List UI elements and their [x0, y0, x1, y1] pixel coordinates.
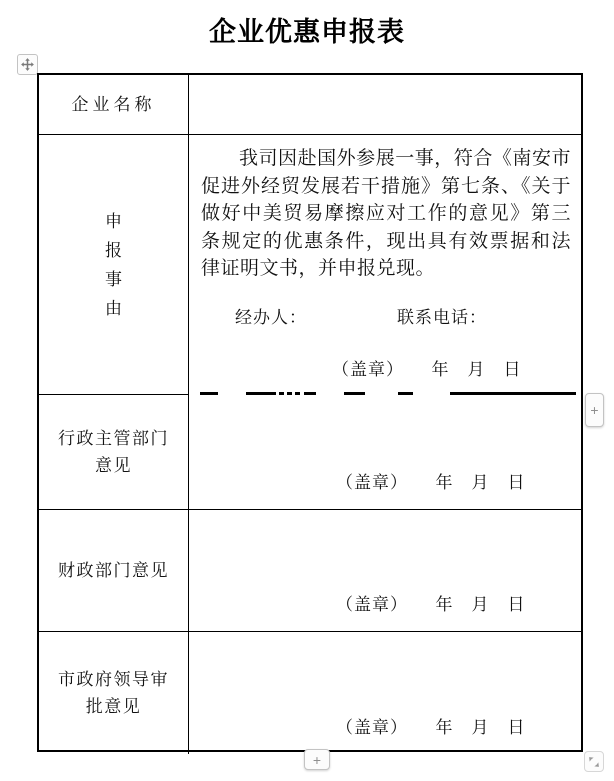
- move-icon: [20, 57, 35, 72]
- finance-opinion-label: 财政部门意见: [58, 561, 169, 580]
- table-resize-handle[interactable]: [584, 751, 604, 772]
- reason-paragraph: 我司因赴国外参展一事，符合《南安市促进外经贸发展若干措施》第七条、《关于做好中美贸易摩擦应对工作的意见》第三条规定的优惠条件，现出具有效票据和法律证明文书，并申报兑现。: [201, 148, 571, 279]
- company-name-label-cell[interactable]: [39, 75, 189, 135]
- company-name-value-cell[interactable]: [189, 75, 581, 135]
- admin-opinion-label-cell[interactable]: [39, 395, 189, 510]
- finance-opinion-label-cell[interactable]: [39, 510, 189, 632]
- insert-handle-bottom[interactable]: [304, 749, 330, 770]
- gov-opinion-value-cell[interactable]: [189, 632, 581, 754]
- reason-content-cell[interactable]: [189, 135, 581, 395]
- table-move-handle[interactable]: [17, 54, 38, 75]
- form-title[interactable]: 企业优惠申报表: [209, 17, 405, 47]
- declaration-table: [37, 73, 583, 752]
- finance-opinion-value-cell[interactable]: [189, 510, 581, 632]
- gov-stamp-line: （盖章） 年 月 日: [336, 718, 526, 737]
- reason-stamp-line: （盖章） 年 月 日: [332, 359, 522, 379]
- admin-stamp-line: （盖章） 年 月 日: [336, 473, 526, 492]
- reason-label: 申报事由: [105, 211, 122, 318]
- resize-diagonal-icon: [587, 755, 601, 769]
- plus-icon: +: [590, 402, 599, 418]
- reason-label-cell[interactable]: [39, 135, 189, 395]
- plus-icon: +: [312, 751, 322, 768]
- phone-label: 联系电话：: [397, 307, 487, 327]
- finance-stamp-line: （盖章） 年 月 日: [336, 595, 526, 614]
- operator-line: [201, 303, 571, 328]
- operator-label: 经办人：: [235, 307, 307, 327]
- admin-opinion-label: 行政主管部门意见: [58, 429, 169, 475]
- insert-handle-right[interactable]: [585, 393, 604, 427]
- gov-opinion-label-cell[interactable]: [39, 632, 189, 754]
- gov-opinion-label: 市政府领导审批意见: [58, 670, 169, 716]
- company-name-label: 企业名称: [71, 95, 156, 114]
- admin-opinion-value-cell[interactable]: [189, 395, 581, 510]
